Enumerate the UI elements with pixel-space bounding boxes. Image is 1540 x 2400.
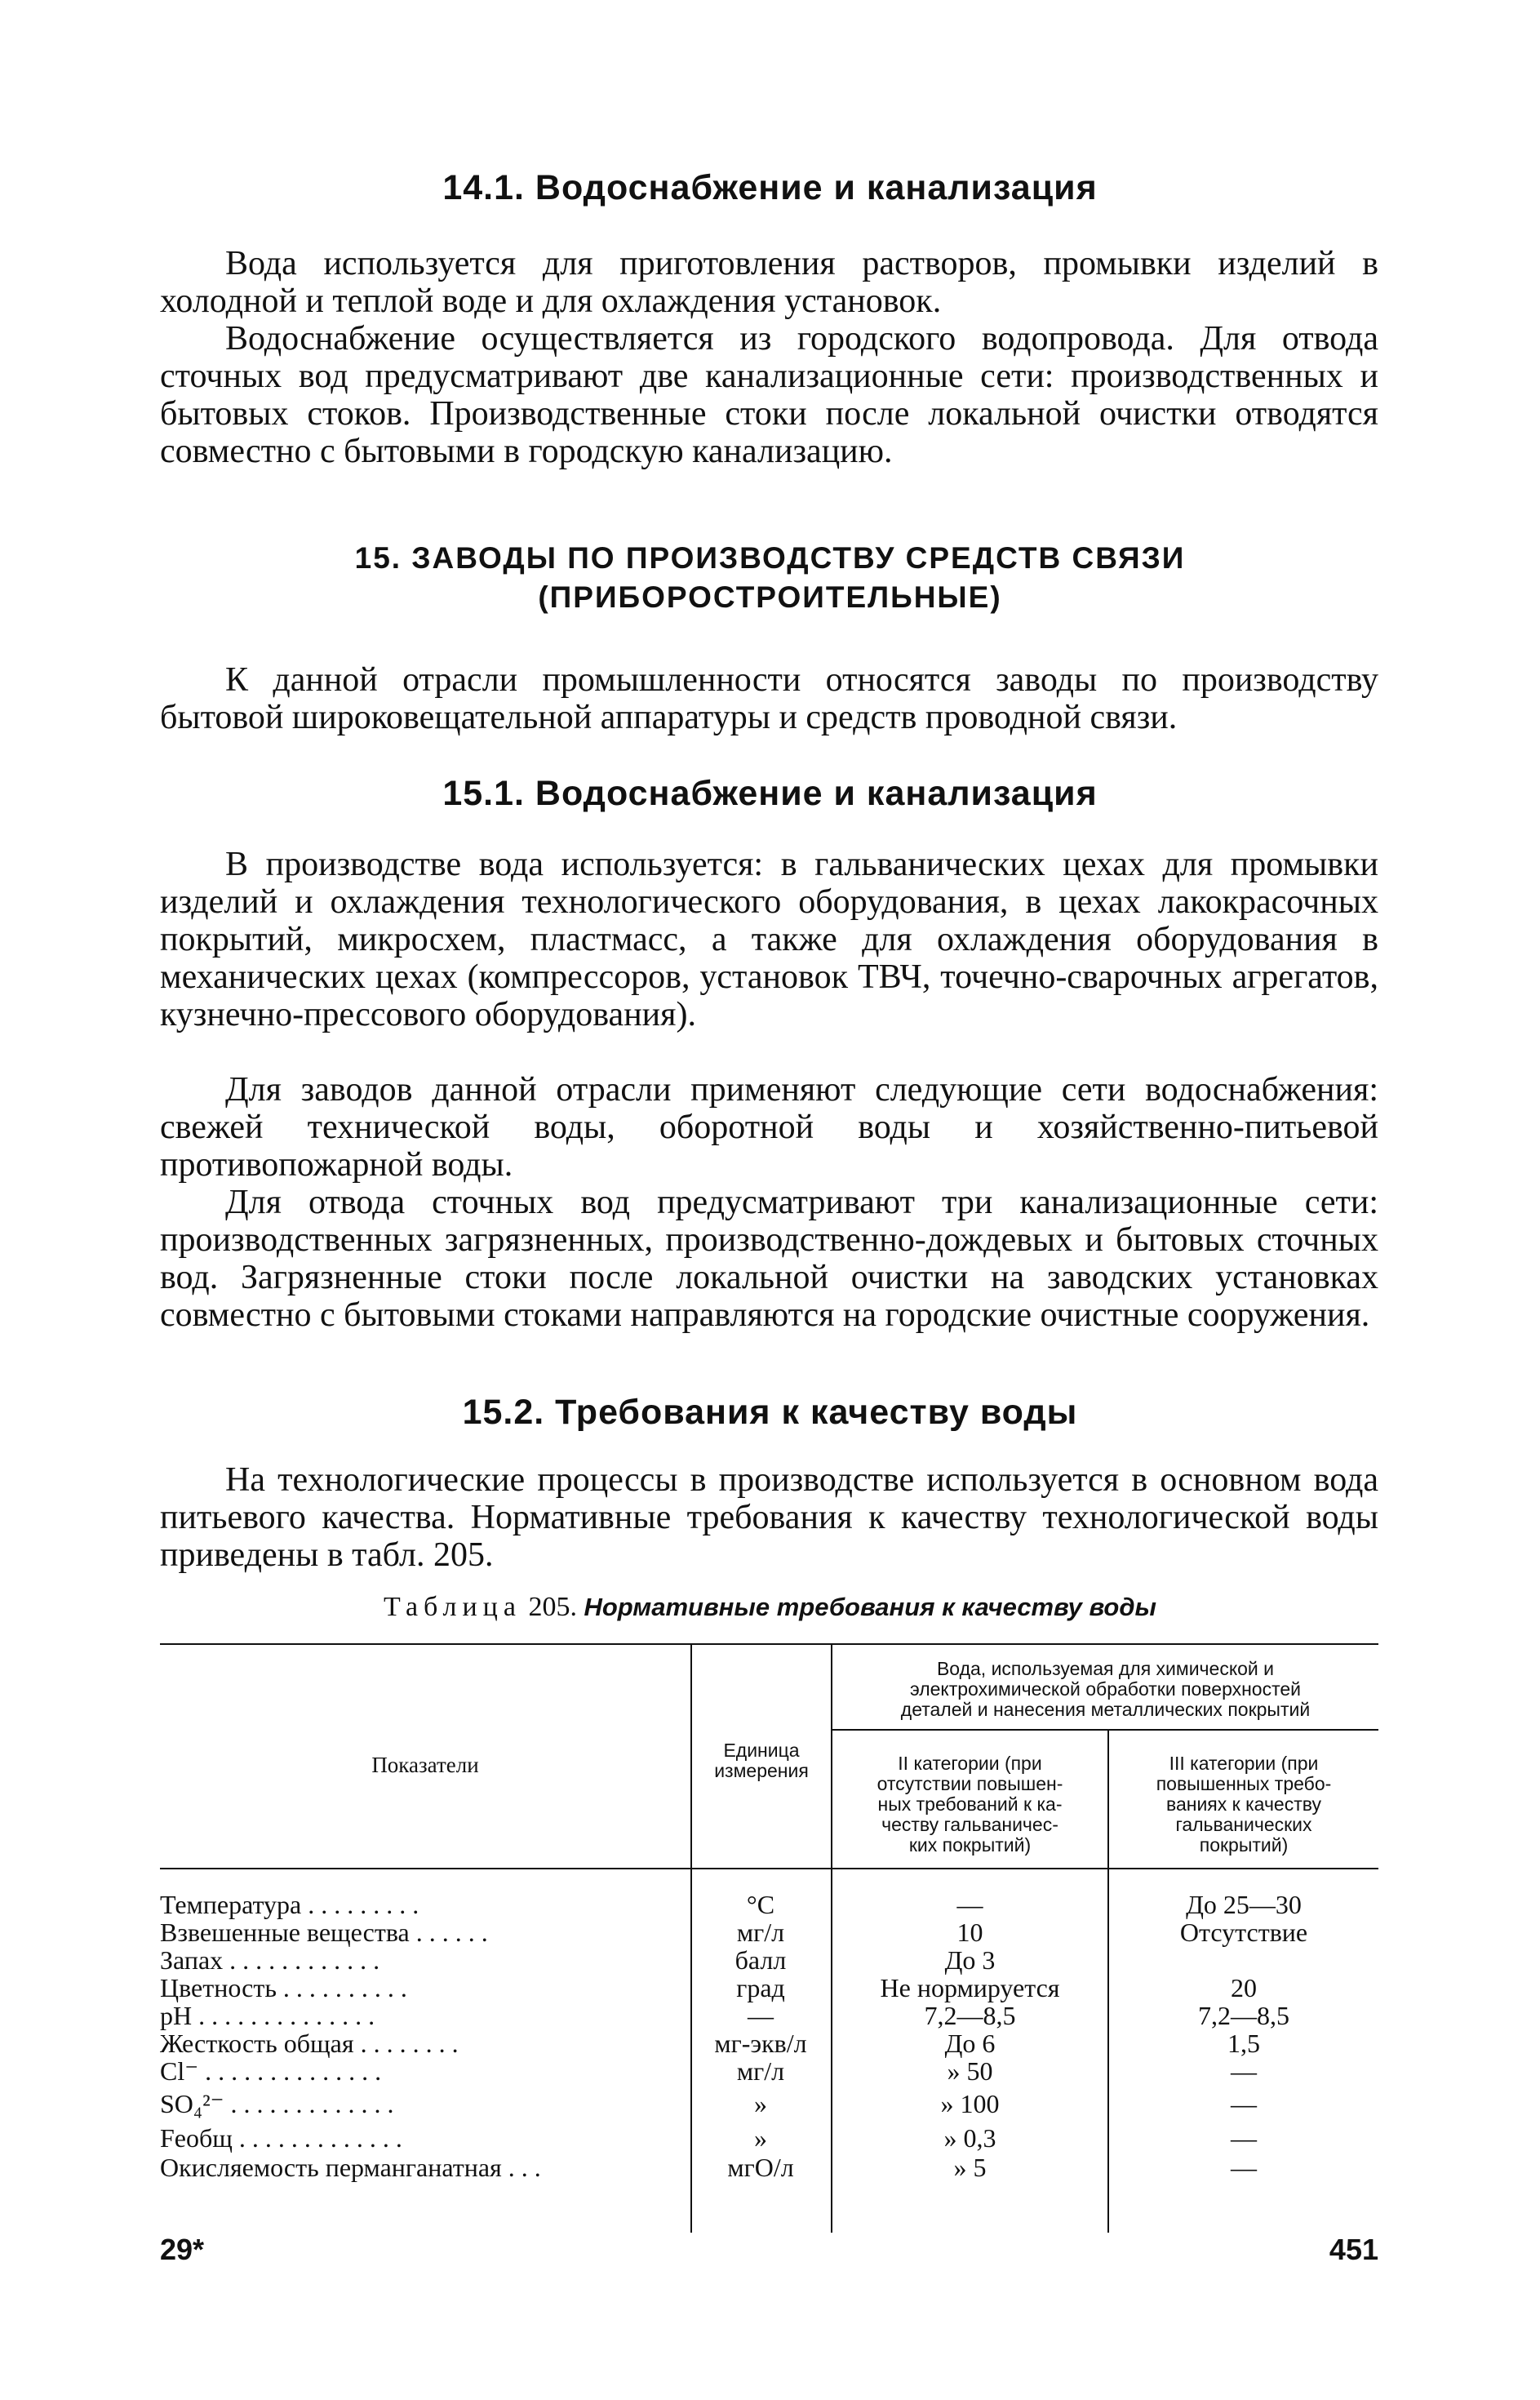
- row-cat2: » 5: [953, 2153, 987, 2182]
- row-indicator: Взвешенные вещества . . . . . .: [160, 1918, 488, 1947]
- row-unit: мг-экв/л: [714, 2029, 807, 2058]
- header-cat2-line-3: ных требований к ка-: [877, 1793, 1063, 1815]
- row-cat3: —: [1231, 2123, 1257, 2153]
- row-cat3: —: [1231, 2056, 1257, 2086]
- page-number: 451: [1329, 2233, 1378, 2266]
- header-cat2-line-1: II категории (при: [898, 1753, 1042, 1774]
- table-caption-title: Нормативные требования к качеству воды: [584, 1593, 1156, 1621]
- row-cat2: До 6: [944, 2029, 996, 2058]
- row-cat2: Не нормируется: [880, 1973, 1060, 2002]
- row-unit: мгО/л: [727, 2153, 794, 2182]
- row-unit: мг/л: [736, 1918, 785, 1947]
- table-header-rule: [160, 1868, 1378, 1869]
- section-15-1-paragraph-1: В производстве вода используется: в гальванических цехах для промывки изделий и охлаждения технологического оборудования, в цехах лакокрасочных покрытий, микросхем, пластмасс, а также для охлаждения оборудования в механических цехах (компрессоров, установок ТВЧ, точечно-сварочных агрегатов, кузнечно-прессового оборудования).: [160, 846, 1378, 1033]
- table-top-rule: [160, 1643, 1378, 1645]
- row-cat3: Отсутствие: [1179, 1918, 1308, 1947]
- signature-mark: 29*: [160, 2233, 205, 2266]
- row-cat2: —: [956, 1890, 983, 1919]
- section-15-2-title: 15.2. Требования к качеству воды: [462, 1393, 1078, 1432]
- section-15-2-paragraph-1: На технологические процессы в производстве используется в основном вода питьевого качества. Нормативные требования к качеству технологической воды приведены в табл. 205.: [160, 1461, 1378, 1574]
- row-indicator: Жесткость общая . . . . . . . .: [160, 2029, 459, 2058]
- header-indicator: Показатели: [371, 1753, 479, 1777]
- row-indicator: pH . . . . . . . . . . . . . .: [160, 2001, 375, 2030]
- chapter-15-paragraph-1: К данной отрасли промышленности относятся заводы по производству бытовой широковещательной аппаратуры и средств проводной связи.: [160, 661, 1378, 736]
- row-unit: °C: [746, 1890, 775, 1919]
- row-unit: балл: [734, 1945, 787, 1975]
- row-indicator: SO₄²⁻ . . . . . . . . . . . . .: [160, 2089, 394, 2118]
- header-cat2-line-4: честву гальваничес-: [881, 1814, 1058, 1835]
- row-cat3: До 25—30: [1186, 1890, 1302, 1919]
- header-cat2-line-2: отсутствии повышен-: [877, 1773, 1063, 1794]
- header-cat3-line-3: ваниях к качеству: [1166, 1793, 1321, 1815]
- row-cat2: 10: [956, 1918, 983, 1947]
- row-unit: »: [754, 2123, 767, 2153]
- row-cat3: —: [1231, 2153, 1257, 2182]
- header-cat2-line-5: ких покрытий): [908, 1834, 1032, 1856]
- header-group-line-2: электрохимической обработки поверхностей: [909, 1678, 1302, 1700]
- row-unit: —: [748, 2001, 774, 2030]
- table-caption-number: 205.: [528, 1592, 577, 1622]
- row-cat2: » 50: [947, 2056, 993, 2086]
- row-cat2: До 3: [944, 1945, 996, 1975]
- table-caption: [0, 1592, 1540, 1623]
- row-unit: »: [754, 2089, 767, 2118]
- row-cat2: 7,2—8,5: [924, 2001, 1016, 2030]
- header-cat3-line-2: повышенных требо-: [1156, 1773, 1332, 1794]
- header-cat3-line-1: III категории (при: [1169, 1753, 1319, 1774]
- section-14-1-paragraph-1: Вода используется для приготовления растворов, промывки изделий в холодной и теплой воде и для охлаждения установок.: [160, 245, 1378, 320]
- header-cat3-line-4: гальванических: [1175, 1814, 1312, 1835]
- row-indicator: Окисляемость перманганатная . . .: [160, 2153, 541, 2182]
- row-unit: мг/л: [736, 2056, 785, 2086]
- section-15-1-paragraph-2: Для заводов данной отрасли применяют следующие сети водоснабжения: свежей технической воды, оборотной воды и хозяйственно-питьевой противопожарной воды.: [160, 1071, 1378, 1184]
- row-indicator: Cl⁻ . . . . . . . . . . . . . .: [160, 2056, 382, 2086]
- header-unit-line-2: измерения: [714, 1760, 809, 1781]
- row-cat2: » 0,3: [943, 2123, 996, 2153]
- section-15-1-title: 15.1. Водоснабжение и канализация: [442, 774, 1098, 813]
- chapter-15-title-line-2: (ПРИБОРОСТРОИТЕЛЬНЫЕ): [538, 580, 1002, 614]
- header-unit-line-1: Единица: [723, 1740, 800, 1761]
- row-cat3: 7,2—8,5: [1198, 2001, 1289, 2030]
- header-group-line-3: деталей и нанесения металлических покрытий: [900, 1699, 1311, 1720]
- row-indicator: Температура . . . . . . . . .: [160, 1890, 419, 1919]
- row-indicator: Feобщ . . . . . . . . . . . . .: [160, 2123, 402, 2153]
- header-cat3-line-5: покрытий): [1199, 1834, 1289, 1856]
- row-unit: град: [736, 1973, 785, 2002]
- row-indicator: Запах . . . . . . . . . . . .: [160, 1945, 380, 1975]
- table-caption-label: Таблица: [384, 1592, 521, 1622]
- row-cat3: 20: [1231, 1973, 1257, 2002]
- row-indicator: Цветность . . . . . . . . . .: [160, 1973, 407, 2002]
- section-15-1-paragraph-3: Для отвода сточных вод предусматривают три канализационные сети: производственных загрязненных, производственно-дождевых и бытовых сточных вод. Загрязненные стоки после локальной очистки на заводских установках совместно с бытовыми стоками направляются на городские очистные сооружения.: [160, 1184, 1378, 1334]
- section-14-1-paragraph-2: Водоснабжение осуществляется из городского водопровода. Для отвода сточных вод предусматривают две канализационные сети: производственных и бытовых стоков. Производственные стоки после локальной очистки отводятся совместно с бытовыми в городскую канализацию.: [160, 320, 1378, 470]
- row-cat2: » 100: [940, 2089, 1000, 2118]
- row-cat3: 1,5: [1227, 2029, 1260, 2058]
- header-group-line-1: Вода, используемая для химической и: [936, 1658, 1275, 1679]
- table-group-rule: [832, 1729, 1378, 1731]
- chapter-15-title-line-1: 15. ЗАВОДЫ ПО ПРОИЗВОДСТВУ СРЕДСТВ СВЯЗИ: [354, 541, 1186, 575]
- section-14-1-title: 14.1. Водоснабжение и канализация: [442, 168, 1098, 207]
- row-cat3: —: [1231, 2089, 1257, 2118]
